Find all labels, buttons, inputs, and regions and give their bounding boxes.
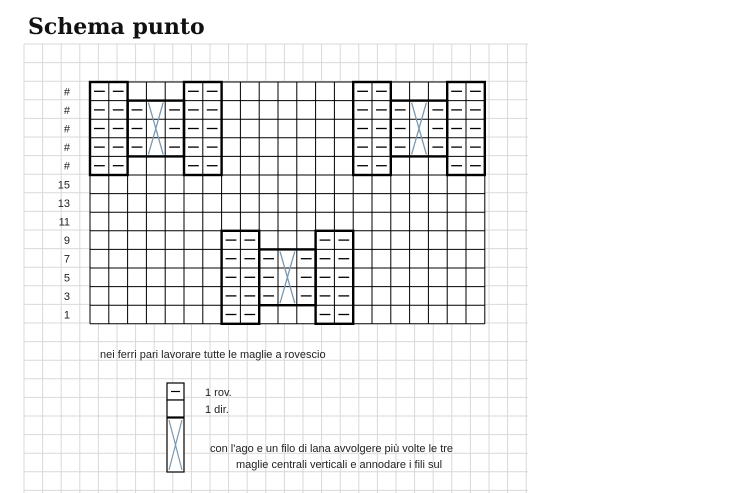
page-title: Schema punto	[28, 14, 205, 40]
row-label: #	[63, 104, 70, 117]
row-label: #	[63, 160, 70, 173]
row-label: 11	[58, 216, 70, 229]
row-label: #	[63, 86, 70, 99]
row-label: #	[63, 123, 70, 136]
pattern-grid	[90, 82, 485, 324]
row-label: 13	[57, 197, 70, 210]
legend-dir-symbol	[167, 400, 184, 417]
instruction-text: nei ferri pari lavorare tutte le maglie a rovescio	[100, 349, 326, 361]
row-label: 9	[63, 235, 70, 248]
row-label: 1	[63, 309, 70, 322]
row-label: 15	[57, 179, 70, 192]
legend-wrap-line2: maglie centrali verticali e annodare i fili sul	[236, 459, 443, 471]
row-label: 3	[63, 290, 70, 303]
legend-wrap-line1: con l'ago e un filo di lana avvolgere più volte le tre	[210, 443, 454, 455]
row-label: #	[63, 142, 70, 155]
legend-dir-label: 1 dir.	[205, 404, 229, 416]
row-label: 5	[63, 272, 70, 285]
row-label: 7	[63, 253, 70, 266]
legend-rov-label: 1 rov.	[205, 387, 232, 399]
